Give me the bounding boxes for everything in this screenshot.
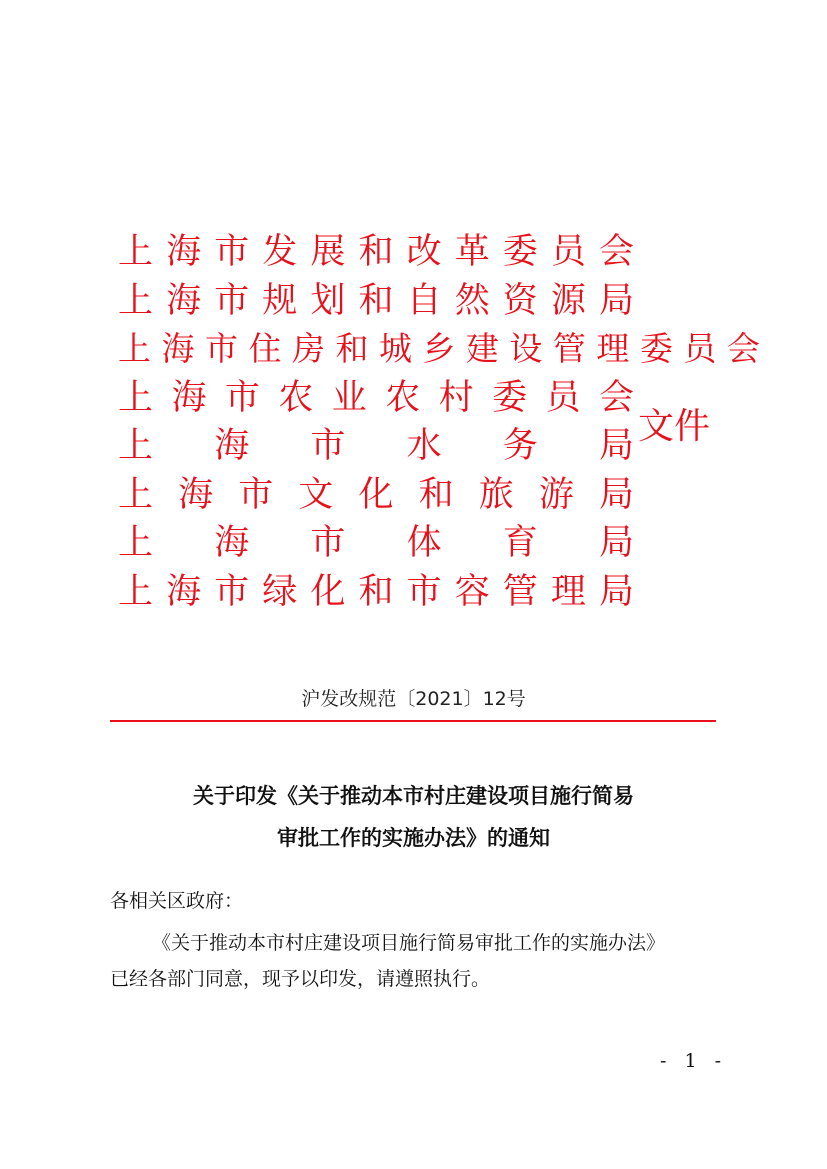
agency-line: 上 海 市 文 化 和 旅 游 局 — [118, 474, 634, 515]
agency-line: 上 海 市 绿 化 和 市 容 管 理 局 — [118, 571, 634, 612]
red-separator-line — [110, 720, 716, 722]
document-number: 沪发改规范〔2021〕12号 — [301, 688, 526, 710]
body-text-line-1: 《关于推动本市村庄建设项目施行简易审批工作的实施办法》 — [152, 932, 666, 954]
agency-line: 上 海 市 水 务 局 — [118, 426, 634, 466]
agency-line: 上 海 市 发 展 和 改 革 委 员 会 — [118, 232, 634, 272]
body-text-line-2: 已经各部门同意，现予以印发，请遵照执行。 — [110, 968, 491, 990]
agency-line: 上 海 市 农 业 农 村 委 员 会 — [118, 377, 634, 418]
document-title-line-1: 关于印发《关于推动本市村庄建设项目施行简易 — [193, 784, 634, 808]
salutation: 各相关区政府： — [110, 890, 244, 912]
agency-line: 上 海 市 体 育 局 — [118, 523, 634, 563]
agency-line: 上 海 市 规 划 和 自 然 资 源 局 — [118, 280, 634, 321]
document-title-line-2: 审批工作的实施办法》的通知 — [277, 826, 550, 850]
page-number: - 1 - — [660, 1050, 728, 1072]
document-word: 文件 — [638, 406, 711, 447]
agency-line: 上 海 市 住 房 和 城 乡 建 设 管 理 委 员 会 — [118, 329, 760, 368]
